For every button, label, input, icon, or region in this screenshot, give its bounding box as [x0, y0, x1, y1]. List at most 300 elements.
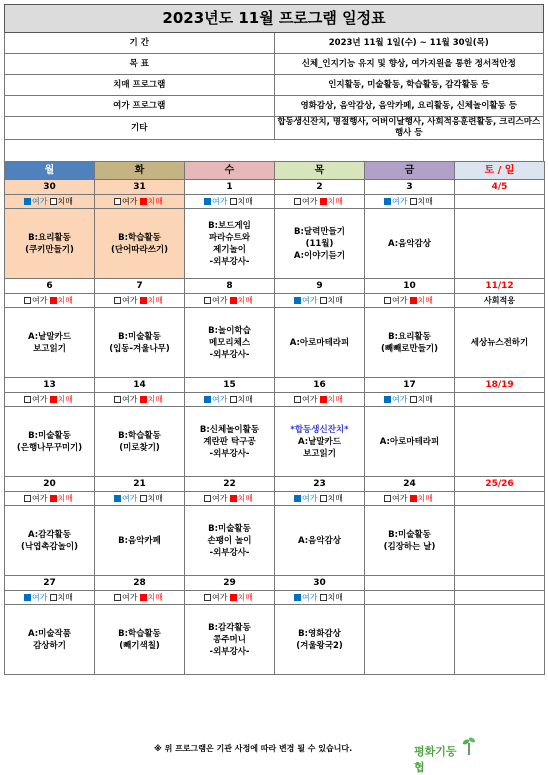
- schedule-page: [4, 4, 544, 675]
- tag-yeoga: [204, 593, 227, 602]
- tag-chimae: [50, 593, 73, 602]
- info-label: 기 간: [5, 33, 275, 54]
- tag-chimae: [140, 395, 163, 404]
- weekend-event: 사회적응: [484, 296, 515, 305]
- program-cell: [95, 209, 185, 279]
- empty-box-icon: [204, 495, 211, 502]
- tag-yeoga: [384, 197, 407, 206]
- tag-label: 여가: [122, 494, 138, 503]
- tag-cell: [185, 195, 275, 209]
- program-cell: [185, 605, 275, 675]
- footnote-text: ※ 위 프로그램은 기관 사정에 따라 변경 될 수 있습니다.: [154, 744, 353, 753]
- empty-box-icon: [384, 297, 391, 304]
- tag-row: [5, 195, 545, 209]
- tag-yeoga: [24, 197, 47, 206]
- program-line: A:감각활동: [28, 529, 71, 540]
- date-cell: 21: [95, 477, 185, 492]
- info-row: [5, 54, 544, 75]
- date-cell: [365, 576, 455, 591]
- checked-box-icon: [410, 495, 417, 502]
- tag-label: 여가: [32, 197, 48, 206]
- empty-box-icon: [114, 594, 121, 601]
- date-cell: 18/19: [455, 378, 545, 393]
- tag-label: 여가: [122, 197, 138, 206]
- program-cell: [455, 407, 545, 477]
- tag-chimae: [410, 197, 433, 206]
- empty-box-icon: [114, 396, 121, 403]
- program-line: A:이야기듣기: [293, 250, 346, 261]
- tag-label: 여가: [212, 197, 228, 206]
- empty-box-icon: [320, 297, 327, 304]
- program-cell: [185, 308, 275, 378]
- tag-chimae: [230, 296, 253, 305]
- tag-label: 여가: [122, 296, 138, 305]
- tag-cell: [275, 591, 365, 605]
- tag-label: 여가: [302, 593, 318, 602]
- tag-cell: [275, 393, 365, 407]
- info-label: 기타: [5, 117, 275, 140]
- program-cell: [95, 605, 185, 675]
- date-cell: 24: [365, 477, 455, 492]
- program-line: B:요리활동: [28, 232, 71, 243]
- program-line: (입동-겨울나무): [109, 343, 170, 354]
- tag-yeoga: [384, 296, 407, 305]
- date-cell: 29: [185, 576, 275, 591]
- program-line: (김장하는 날): [383, 541, 436, 552]
- sprout-icon: [462, 735, 476, 755]
- tag-label: 치매: [57, 494, 73, 503]
- checked-box-icon: [410, 297, 417, 304]
- tag-yeoga: [294, 395, 317, 404]
- tag-label: 여가: [392, 296, 408, 305]
- tag-cell: [185, 492, 275, 506]
- tag-chimae: [410, 494, 433, 503]
- tag-cell: [5, 492, 95, 506]
- checked-box-icon: [140, 297, 147, 304]
- checked-box-icon: [320, 396, 327, 403]
- tag-label: 치매: [327, 395, 343, 404]
- program-cell: [5, 209, 95, 279]
- tag-label: 여가: [302, 197, 318, 206]
- empty-box-icon: [114, 198, 121, 205]
- info-row: [5, 117, 544, 140]
- tag-yeoga: [24, 494, 47, 503]
- empty-box-icon: [204, 594, 211, 601]
- tag-cell: [455, 492, 545, 506]
- tag-row: [5, 294, 545, 308]
- tag-yeoga: [24, 593, 47, 602]
- checked-box-icon: [140, 198, 147, 205]
- content-row: [5, 209, 545, 279]
- date-cell: 14: [95, 378, 185, 393]
- program-cell: [365, 209, 455, 279]
- tag-label: 여가: [32, 494, 48, 503]
- date-cell: 25/26: [455, 477, 545, 492]
- tag-chimae: [230, 197, 253, 206]
- program-line: 손팽이 놀이: [207, 535, 252, 546]
- program-line: (은행나무꾸미기): [16, 442, 83, 453]
- tag-label: 여가: [32, 593, 48, 602]
- checked-box-icon: [24, 594, 31, 601]
- date-cell: 1: [185, 180, 275, 195]
- tag-cell: [365, 294, 455, 308]
- checked-box-icon: [140, 594, 147, 601]
- program-cell: [275, 407, 365, 477]
- program-line: 보고읽기: [33, 343, 66, 354]
- date-cell: [455, 576, 545, 591]
- tag-label: 치매: [237, 593, 253, 602]
- program-cell: [95, 308, 185, 378]
- empty-box-icon: [114, 297, 121, 304]
- empty-box-icon: [24, 495, 31, 502]
- tag-chimae: [140, 197, 163, 206]
- content-row: [5, 407, 545, 477]
- program-line: B:학습활동: [118, 628, 161, 639]
- tag-cell: [365, 195, 455, 209]
- info-row: [5, 75, 544, 96]
- program-line: 보고읽기: [303, 448, 336, 459]
- date-cell: 23: [275, 477, 365, 492]
- date-row: [5, 180, 545, 195]
- tag-label: 치매: [57, 395, 73, 404]
- date-cell: 2: [275, 180, 365, 195]
- program-line: (단어따라쓰기): [110, 244, 169, 255]
- empty-box-icon: [230, 198, 237, 205]
- program-line: B:보드게임: [208, 220, 251, 231]
- program-line: (빼빼로만들기): [380, 343, 439, 354]
- tag-label: 치매: [327, 197, 343, 206]
- tag-cell: [5, 195, 95, 209]
- tag-yeoga: [114, 593, 137, 602]
- info-value: 인지활동, 미술활동, 학습활동, 감각활동 등: [274, 75, 544, 96]
- date-cell: 10: [365, 279, 455, 294]
- checked-box-icon: [384, 396, 391, 403]
- tag-cell: [185, 294, 275, 308]
- program-cell: [5, 506, 95, 576]
- tag-label: 치매: [327, 296, 343, 305]
- empty-box-icon: [24, 396, 31, 403]
- tag-row: [5, 393, 545, 407]
- tag-yeoga: [294, 494, 317, 503]
- program-line: B:요리활동: [388, 331, 431, 342]
- tag-label: 여가: [302, 296, 318, 305]
- tag-label: 여가: [122, 593, 138, 602]
- checked-box-icon: [50, 396, 57, 403]
- tag-cell: [95, 393, 185, 407]
- tag-chimae: [320, 395, 343, 404]
- info-row: [5, 33, 544, 54]
- weekday-header: 화: [95, 162, 185, 180]
- tag-yeoga: [114, 395, 137, 404]
- program-cell: [365, 308, 455, 378]
- program-cell: [275, 308, 365, 378]
- tag-cell: [275, 492, 365, 506]
- tag-yeoga: [294, 197, 317, 206]
- program-line: B:미술활동: [208, 523, 251, 534]
- program-line: -외부강사-: [209, 448, 250, 459]
- program-line: A:음악감상: [298, 535, 341, 546]
- program-cell: [365, 407, 455, 477]
- date-cell: 20: [5, 477, 95, 492]
- tag-yeoga: [204, 494, 227, 503]
- date-cell: 13: [5, 378, 95, 393]
- empty-box-icon: [204, 297, 211, 304]
- date-cell: 9: [275, 279, 365, 294]
- tag-cell: [5, 294, 95, 308]
- checked-box-icon: [204, 396, 211, 403]
- date-cell: 30: [275, 576, 365, 591]
- checked-box-icon: [294, 594, 301, 601]
- tag-cell: [185, 393, 275, 407]
- spacer-row: [5, 140, 544, 162]
- program-line: 파라슈트와: [208, 232, 251, 243]
- tag-label: 여가: [302, 395, 318, 404]
- program-cell: [5, 407, 95, 477]
- tag-label: 여가: [212, 395, 228, 404]
- tag-label: 치매: [237, 494, 253, 503]
- organization-logo: [414, 733, 464, 774]
- date-cell: 30: [5, 180, 95, 195]
- tag-cell: [95, 492, 185, 506]
- tag-cell: [95, 591, 185, 605]
- tag-yeoga: [204, 395, 227, 404]
- date-cell: 31: [95, 180, 185, 195]
- tag-chimae: [50, 296, 73, 305]
- program-line: (쿠키만들기): [25, 244, 74, 255]
- checked-box-icon: [24, 198, 31, 205]
- page-title: 2023년도 11월 프로그램 일정표: [5, 5, 544, 33]
- program-line: 계란판 탁구공: [203, 436, 256, 447]
- content-row: [5, 308, 545, 378]
- calendar-body: [5, 180, 545, 675]
- program-line: B:신체놀이활동: [199, 424, 260, 435]
- info-value: 영화감상, 음악감상, 음악카페, 요리활동, 신체놀이활동 등: [274, 96, 544, 117]
- date-cell: 4/5: [455, 180, 545, 195]
- program-line: -외부강사-: [209, 646, 250, 657]
- empty-box-icon: [384, 495, 391, 502]
- checked-box-icon: [230, 297, 237, 304]
- tag-label: 여가: [212, 593, 228, 602]
- tag-yeoga: [114, 296, 137, 305]
- info-value: 2023년 11월 1일(수) ~ 11월 30일(목): [274, 33, 544, 54]
- tag-label: 여가: [212, 494, 228, 503]
- program-line: *합동생신잔치*: [290, 424, 349, 435]
- tag-yeoga: [294, 593, 317, 602]
- program-line: 메모리체스: [208, 337, 251, 348]
- tag-yeoga: [114, 197, 137, 206]
- date-row: [5, 378, 545, 393]
- tag-label: 치매: [147, 494, 163, 503]
- tag-chimae: [230, 593, 253, 602]
- program-line: (낙엽촉감놀이): [20, 541, 79, 552]
- date-cell: 8: [185, 279, 275, 294]
- program-line: B:미술활동: [118, 331, 161, 342]
- empty-box-icon: [320, 495, 327, 502]
- header-table: [4, 4, 544, 162]
- tag-yeoga: [204, 197, 227, 206]
- empty-box-icon: [410, 198, 417, 205]
- tag-yeoga: [384, 395, 407, 404]
- program-cell: [5, 308, 95, 378]
- program-line: A:낱말카드: [28, 331, 71, 342]
- weekday-header: 토 / 일: [455, 162, 545, 180]
- tag-label: 치매: [417, 197, 433, 206]
- checked-box-icon: [320, 198, 327, 205]
- weekday-header: 수: [185, 162, 275, 180]
- program-line: B:미술활동: [388, 529, 431, 540]
- tag-label: 치매: [147, 395, 163, 404]
- program-cell: [275, 605, 365, 675]
- content-row: [5, 506, 545, 576]
- calendar-table: [4, 161, 545, 675]
- program-line: -외부강사-: [209, 256, 250, 267]
- program-cell: [455, 506, 545, 576]
- program-cell: [455, 308, 545, 378]
- empty-box-icon: [50, 594, 57, 601]
- program-line: B:미술활동: [28, 430, 71, 441]
- date-cell: 28: [95, 576, 185, 591]
- tag-yeoga: [294, 296, 317, 305]
- tag-label: 치매: [417, 296, 433, 305]
- tag-yeoga: [114, 494, 137, 503]
- date-row: [5, 576, 545, 591]
- tag-yeoga: [24, 296, 47, 305]
- program-line: A:미술작품: [28, 628, 71, 639]
- program-cell: [5, 605, 95, 675]
- tag-label: 여가: [302, 494, 318, 503]
- date-cell: 6: [5, 279, 95, 294]
- tag-label: 치매: [237, 395, 253, 404]
- program-line: B:학습활동: [118, 232, 161, 243]
- tag-cell: [365, 492, 455, 506]
- tag-label: 여가: [32, 296, 48, 305]
- tag-chimae: [140, 296, 163, 305]
- checked-box-icon: [114, 495, 121, 502]
- empty-box-icon: [320, 594, 327, 601]
- program-line: A:음악감상: [388, 238, 431, 249]
- program-line: -외부강사-: [209, 547, 250, 558]
- checked-box-icon: [50, 297, 57, 304]
- date-cell: 15: [185, 378, 275, 393]
- weekday-header: 금: [365, 162, 455, 180]
- tag-cell: [455, 591, 545, 605]
- program-cell: [185, 407, 275, 477]
- tag-label: 치매: [147, 593, 163, 602]
- info-value: 합동생신잔치, 명절행사, 어버이날행사, 사회적응훈련활동, 크리스마스행사 등: [274, 117, 544, 140]
- tag-chimae: [230, 494, 253, 503]
- empty-box-icon: [24, 297, 31, 304]
- checked-box-icon: [294, 495, 301, 502]
- tag-label: 치매: [237, 197, 253, 206]
- program-cell: [185, 506, 275, 576]
- program-line: B:달력만들기: [294, 226, 345, 237]
- program-line: A:아로마테라피: [379, 436, 440, 447]
- program-line: (빼기색칠): [119, 640, 160, 651]
- program-line: A:아로마테라피: [289, 337, 350, 348]
- tag-label: 치매: [147, 197, 163, 206]
- program-cell: [455, 605, 545, 675]
- checked-box-icon: [230, 594, 237, 601]
- tag-chimae: [410, 296, 433, 305]
- checked-box-icon: [140, 396, 147, 403]
- program-line: 감상하기: [33, 640, 66, 651]
- tag-chimae: [320, 197, 343, 206]
- date-cell: 16: [275, 378, 365, 393]
- tag-cell: [365, 591, 455, 605]
- tag-row: [5, 492, 545, 506]
- tag-label: 여가: [392, 395, 408, 404]
- tag-label: 여가: [122, 395, 138, 404]
- program-line: (겨울왕국2): [296, 640, 343, 651]
- tag-label: 치매: [57, 593, 73, 602]
- program-line: B:놀이학습: [208, 325, 251, 336]
- tag-chimae: [230, 395, 253, 404]
- program-line: (미로찾기): [119, 442, 160, 453]
- tag-label: 여가: [392, 197, 408, 206]
- empty-box-icon: [230, 396, 237, 403]
- tag-chimae: [410, 395, 433, 404]
- tag-yeoga: [204, 296, 227, 305]
- tag-cell: [365, 393, 455, 407]
- tag-label: 치매: [237, 296, 253, 305]
- tag-yeoga: [384, 494, 407, 503]
- program-line: 제기놀이: [213, 244, 246, 255]
- program-line: 세상뉴스전하기: [470, 337, 529, 348]
- program-cell: [455, 209, 545, 279]
- tag-label: 치매: [327, 494, 343, 503]
- weekday-header: 월: [5, 162, 95, 180]
- info-row: [5, 96, 544, 117]
- tag-cell: [5, 591, 95, 605]
- tag-chimae: [140, 494, 163, 503]
- info-value: 신체_인지기능 유지 및 향상, 여가지원을 통한 정서적안정: [274, 54, 544, 75]
- program-line: A:낱말카드: [298, 436, 341, 447]
- info-section: [5, 33, 544, 140]
- program-cell: [185, 209, 275, 279]
- weekday-header: 목: [275, 162, 365, 180]
- tag-cell: [95, 294, 185, 308]
- tag-cell: [95, 195, 185, 209]
- info-label: 치매 프로그램: [5, 75, 275, 96]
- tag-yeoga: [24, 395, 47, 404]
- tag-label: 여가: [32, 395, 48, 404]
- program-line: B:음악카페: [118, 535, 161, 546]
- tag-cell: [275, 294, 365, 308]
- program-cell: [95, 407, 185, 477]
- tag-label: 치매: [327, 593, 343, 602]
- date-cell: 22: [185, 477, 275, 492]
- empty-box-icon: [410, 396, 417, 403]
- program-cell: [365, 506, 455, 576]
- tag-cell: [185, 591, 275, 605]
- date-cell: 3: [365, 180, 455, 195]
- tag-cell: [275, 195, 365, 209]
- tag-label: 여가: [212, 296, 228, 305]
- tag-chimae: [320, 494, 343, 503]
- checked-box-icon: [50, 495, 57, 502]
- weekday-header-row: [5, 162, 545, 180]
- program-line: (11월): [305, 238, 334, 249]
- tag-cell: [455, 195, 545, 209]
- content-row: [5, 605, 545, 675]
- program-cell: [275, 209, 365, 279]
- program-line: -외부강사-: [209, 349, 250, 360]
- empty-box-icon: [50, 198, 57, 205]
- tag-chimae: [320, 593, 343, 602]
- tag-chimae: [50, 395, 73, 404]
- tag-cell: [455, 393, 545, 407]
- date-row: [5, 279, 545, 294]
